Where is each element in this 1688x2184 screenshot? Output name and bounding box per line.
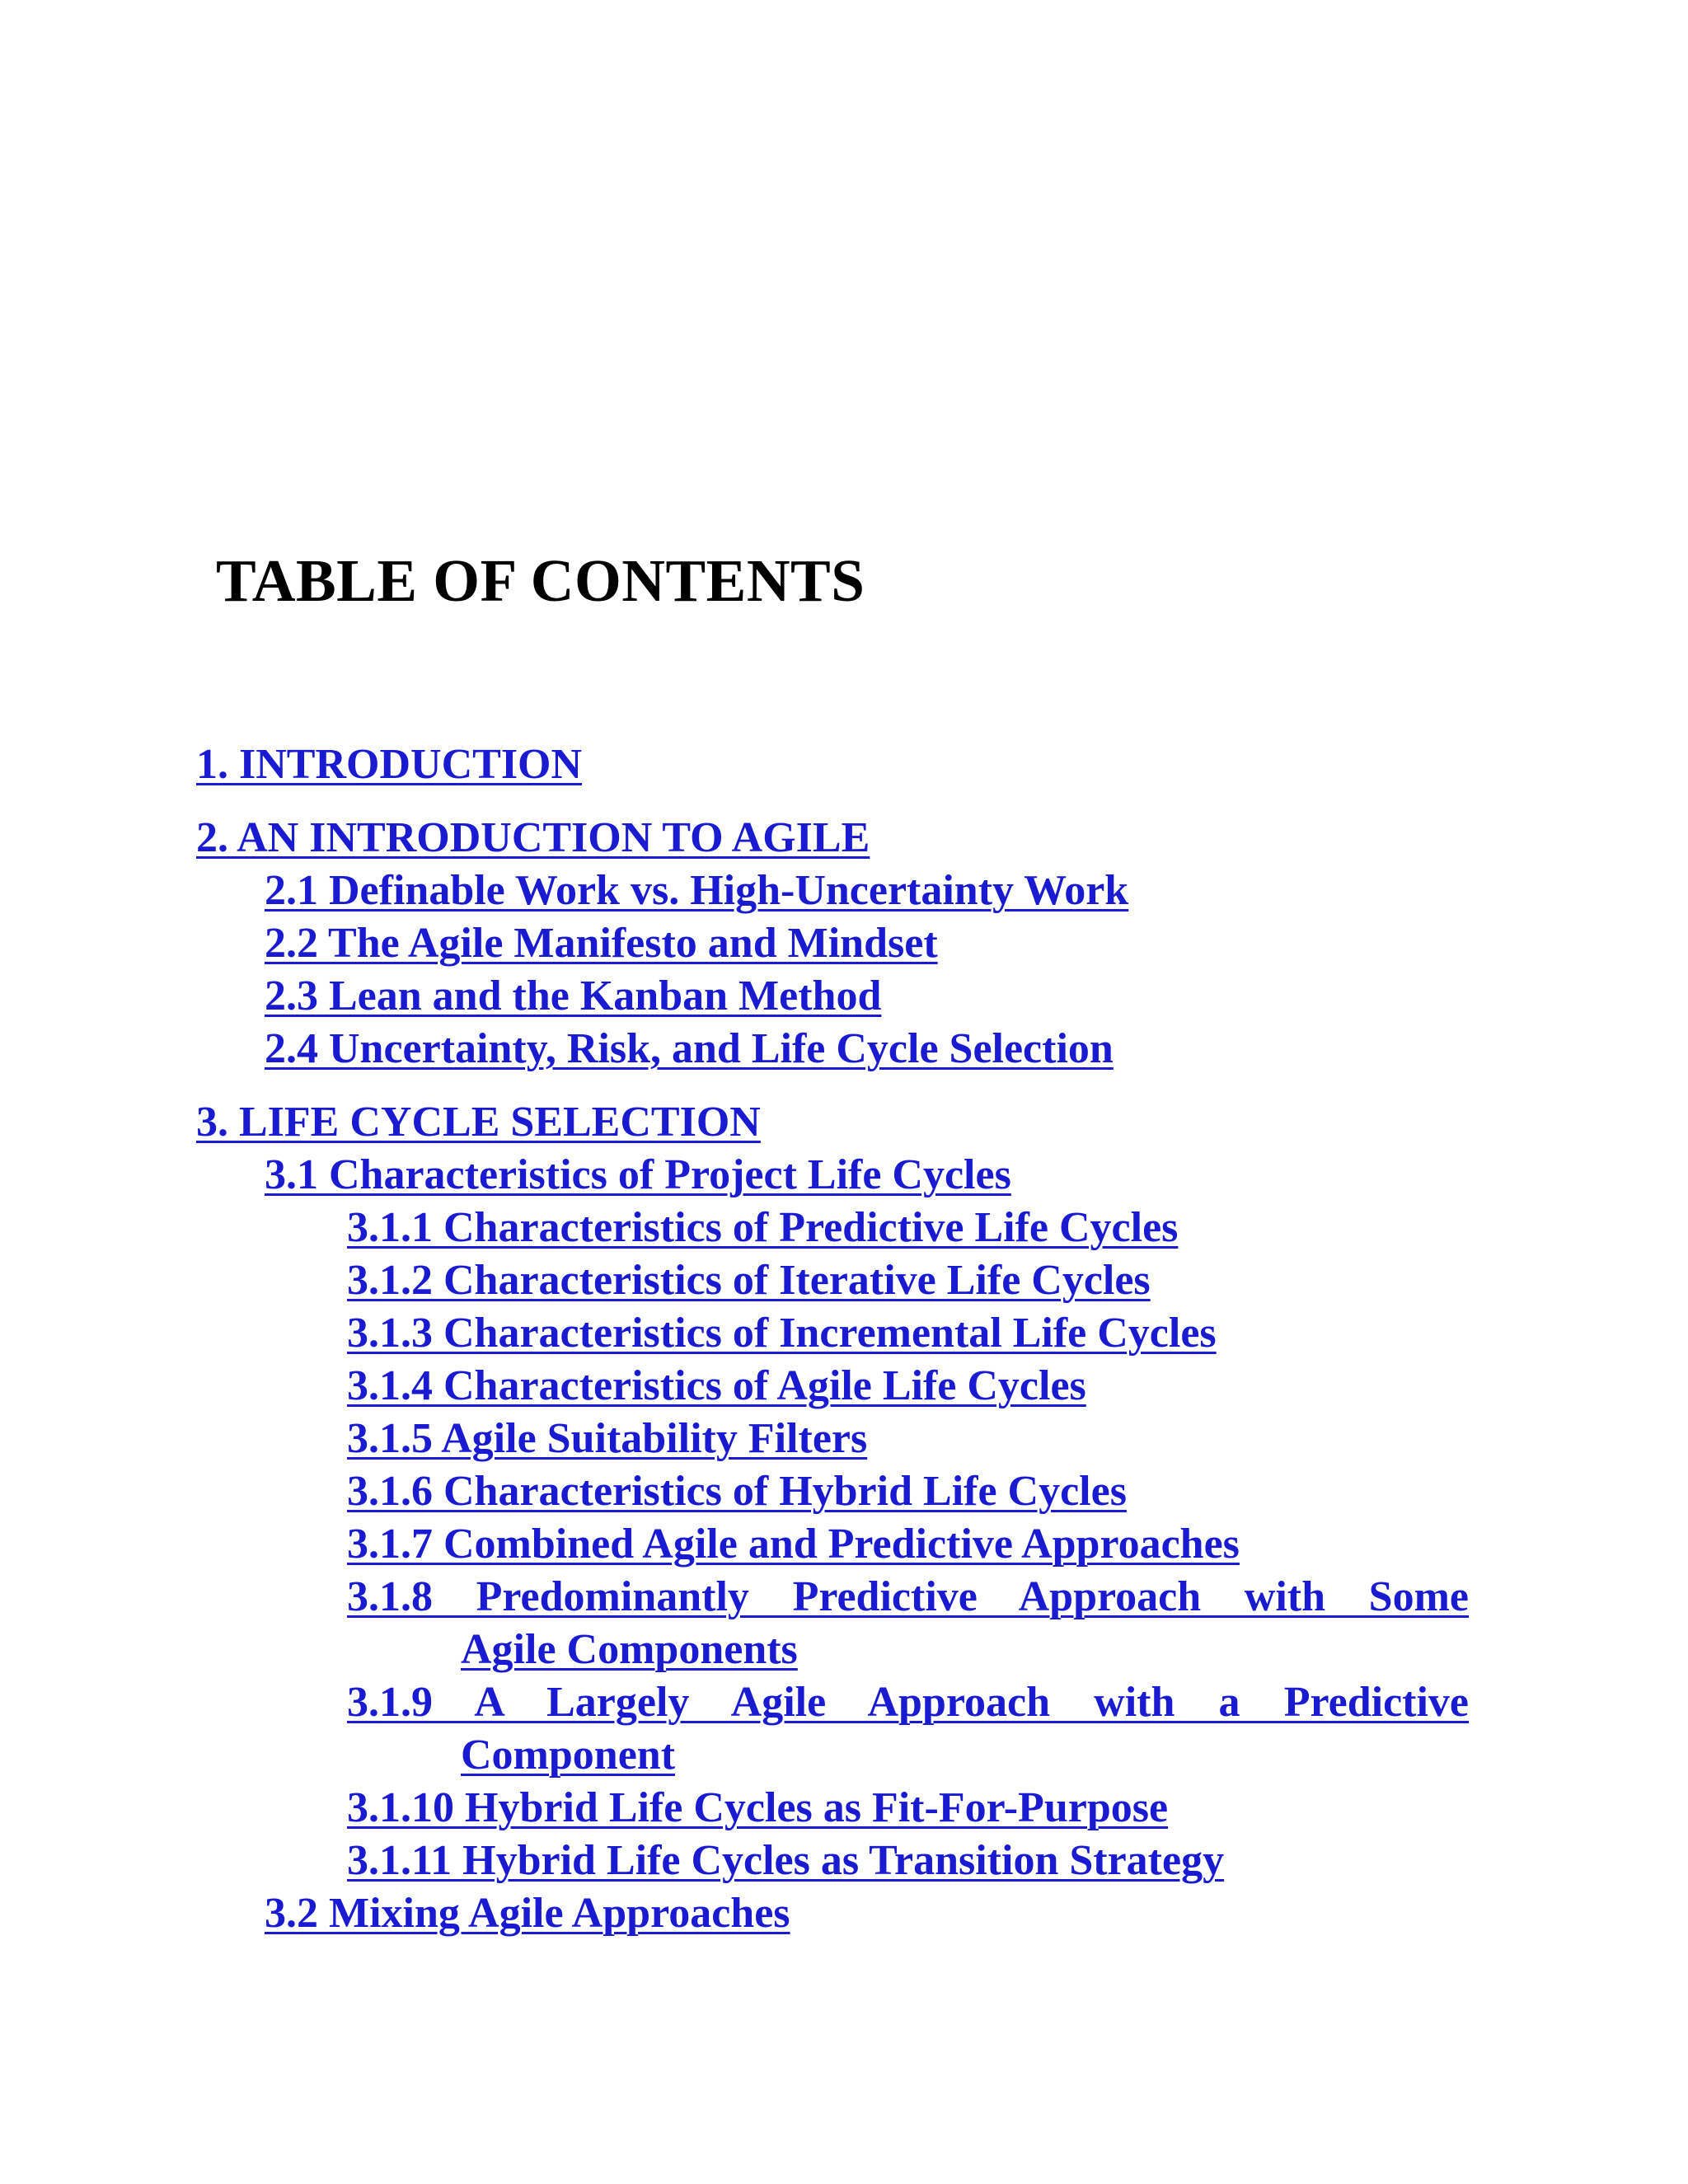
toc-link-3-1[interactable]: 3.1 Characteristics of Project Life Cycles <box>265 1151 1011 1198</box>
toc-link-3-1-3[interactable]: 3.1.3 Characteristics of Incremental Life Cycles <box>347 1310 1217 1357</box>
toc-link-2-2[interactable]: 2.2 The Agile Manifesto and Mindset <box>265 920 938 967</box>
toc-link-3-1-9-line1: 3.1.9 A Largely Agile Approach with a Predictive <box>347 1679 1469 1726</box>
toc-link-3-1-1[interactable]: 3.1.1 Characteristics of Predictive Life Cycles <box>347 1204 1179 1251</box>
toc-link-3-1-10[interactable]: 3.1.10 Hybrid Life Cycles as Fit-For-Purpose <box>347 1784 1169 1831</box>
toc-link-life-cycle-selection[interactable]: 3. LIFE CYCLE SELECTION <box>196 1099 761 1146</box>
toc-link-3-1-8[interactable] <box>347 1571 1469 1676</box>
toc-link-3-1-6[interactable]: 3.1.6 Characteristics of Hybrid Life Cycles <box>347 1468 1127 1515</box>
toc-link-3-1-8-line2: Agile Components <box>461 1626 798 1673</box>
toc-link-2-3[interactable]: 2.3 Lean and the Kanban Method <box>265 972 882 1019</box>
page-title: TABLE OF CONTENTS <box>216 547 865 614</box>
toc-link-3-1-9-line2: Component <box>461 1732 676 1779</box>
toc-link-3-1-7[interactable]: 3.1.7 Combined Agile and Predictive Approaches <box>347 1521 1240 1568</box>
toc-link-3-1-8-line1: 3.1.8 Predominantly Predictive Approach with Some <box>347 1573 1469 1620</box>
toc-link-3-1-11[interactable]: 3.1.11 Hybrid Life Cycles as Transition Strategy <box>347 1837 1225 1884</box>
toc-link-3-1-9[interactable] <box>347 1676 1469 1782</box>
toc-link-3-1-4[interactable]: 3.1.4 Characteristics of Agile Life Cycles <box>347 1362 1086 1409</box>
toc-link-2-4[interactable]: 2.4 Uncertainty, Risk, and Life Cycle Selection <box>265 1025 1114 1072</box>
toc-link-3-1-2[interactable]: 3.1.2 Characteristics of Iterative Life Cycles <box>347 1257 1151 1304</box>
toc-link-introduction-to-agile[interactable]: 2. AN INTRODUCTION TO AGILE <box>196 814 870 861</box>
toc-link-3-2[interactable]: 3.2 Mixing Agile Approaches <box>265 1890 790 1937</box>
toc-link-introduction[interactable]: 1. INTRODUCTION <box>196 741 583 788</box>
toc-link-3-1-5[interactable]: 3.1.5 Agile Suitability Filters <box>347 1415 868 1462</box>
toc-link-2-1[interactable]: 2.1 Definable Work vs. High-Uncertainty Work <box>265 867 1129 914</box>
